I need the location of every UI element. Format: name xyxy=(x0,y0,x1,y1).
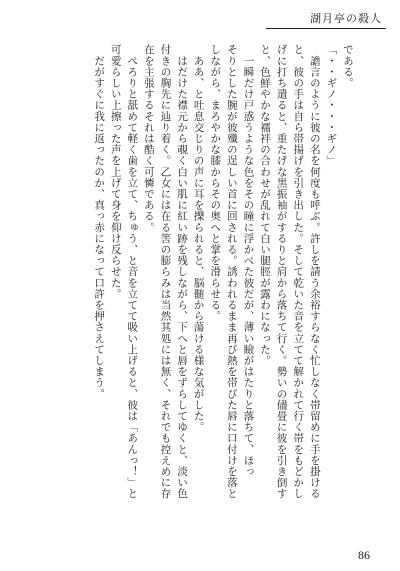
text-line: である。 xyxy=(342,44,354,89)
text-line: 一瞬だけ戸惑うような色をその瞳に浮かべた彼だが、薄い瞼がはたりと落ちて、ほっ xyxy=(242,44,255,477)
vertical-text-body xyxy=(40,44,356,530)
text-line: はだけた襟元から覗く白い肌に紅い跡を残しながら、下へと唇をずらしてゆくと、淡い色 xyxy=(176,44,189,500)
running-header xyxy=(266,10,386,29)
text-line: と、色鮮やかな襦袢の合わせが乱れて白い腿脛が露わになった。 xyxy=(259,44,272,366)
text-line: 在を主張するそれは酷く可憐である。 xyxy=(142,44,155,233)
text-line: 付きの胸先に辿り着く。乙女には在る筈の膨らみは当然其処には無く、それでも控えめに存 xyxy=(159,44,172,500)
text-line: ぺろりと舐めて軽く歯を立て、ちゅう、と音を立てて吸い上げると、彼は「あんっ！」と xyxy=(126,44,139,500)
text-line: と、彼の手は自ら帯揚げを引き出した。そして乾いた音を立てて解かれて行く帯をもどかし xyxy=(292,44,305,500)
text-line: 可愛らしい上擦った声を上げて身を仰け反らせた。 xyxy=(109,44,122,300)
text-line: げに打ち遣ると、重たげな黒振袖がするりと肩から落ちて行く。勢いの儘畳に彼を引き倒す xyxy=(275,44,288,500)
header-title: 湖月亭の殺人 xyxy=(310,12,382,25)
text-line: そりとした腕が彼殲の逞しい首に回される。誘われるまま再び熱を帯びた唇に口付けを落と xyxy=(225,44,238,500)
text-line: 「・・ギノ・・・ギノ」 xyxy=(325,44,338,167)
text-line: だがすぐに我に返ったのか、真っ赤になって口許を押さえてしまう。 xyxy=(93,44,106,400)
text-line: 譫言のように彼の名を何度も呼ぶ。許しを請う余裕すらなく忙しなく帯留めに手を掛ける xyxy=(308,44,321,500)
page-number: 86 xyxy=(358,548,370,562)
text-line: しながら、まろやかな膝からその奥へと掌を滑らせる。 xyxy=(209,44,222,322)
text-line: ああ、と吐息交じりの声に耳を擽られると、脳髄から蕩ける様な気がした。 xyxy=(192,44,205,433)
